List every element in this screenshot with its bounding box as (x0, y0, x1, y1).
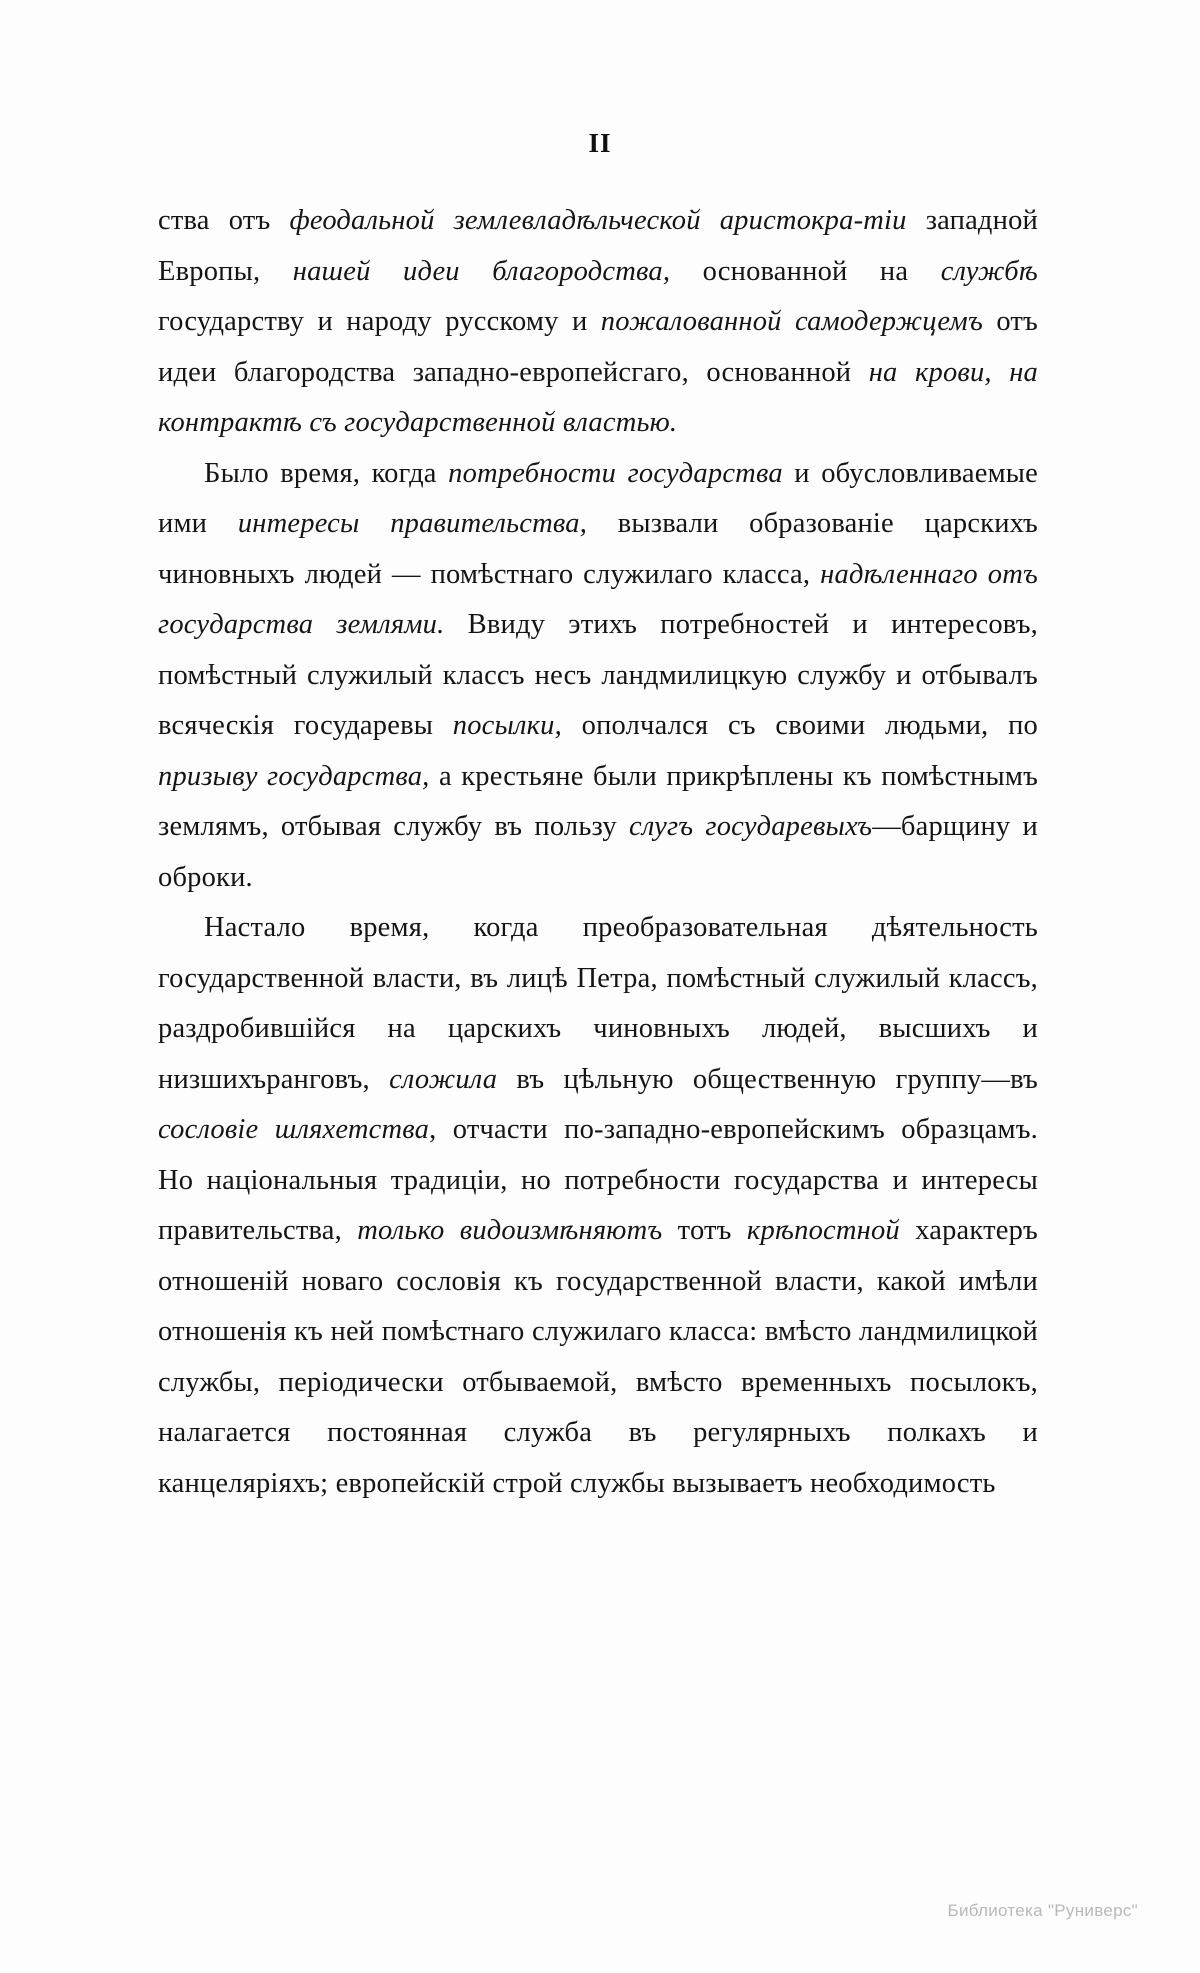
text-run: —барщину и оброки. (158, 811, 1038, 893)
emphasis-run: нашей идеи благородства, (292, 255, 671, 287)
emphasis-run: призыву государства, (158, 760, 430, 792)
emphasis-run: сложила (389, 1063, 498, 1095)
emphasis-run: пожалованной самодержцемъ (600, 306, 983, 337)
text-run: государству и народу русскому и (158, 306, 601, 337)
emphasis-run: интересы правительства, (237, 508, 588, 539)
text-run: , отчасти по-западно-европейскимъ образцамъ. Но національныя традиціи, но потребности государства и интересы правительства, (158, 1114, 1038, 1246)
paragraph (158, 903, 1038, 1509)
text-run: ополчался съ своими людьми, по (561, 710, 1038, 741)
paragraph (158, 449, 1038, 904)
text-run: основанной на (670, 255, 941, 287)
text-run: вызвали образованіе царскихъ чиновныхъ людей — помѣстнаго служилаго класса, (158, 508, 1038, 590)
text-run: въ цѣльную общественную группу—въ (497, 1063, 1038, 1095)
emphasis-run: крѣпостной (746, 1215, 900, 1246)
text-run: западной Европы, (158, 205, 1038, 287)
emphasis-run: на крови, на контрактѣ съ государственной властью. (158, 356, 1038, 438)
text-run: отъ идеи благородства западно-европейсгаго, основанной (158, 306, 1038, 388)
text-run: а крестьяне были прикрѣплены къ помѣстнымъ землямъ, отбывая службу въ пользу (158, 760, 1039, 842)
text-run: и обусловливаемые ими (158, 457, 1038, 539)
emphasis-run: сословіе шляхетства (158, 1114, 430, 1145)
text-run: характеръ отношеній новаго сословія къ государственной власти, какой имѣли отношенія къ ней помѣстнаго служилаго класса: вмѣсто ландмилицкой службы, періодически отбываемой, вмѣсто временныхъ посылокъ, налагается постоянная служба въ регулярныхъ полкахъ и канцеляріяхъ; европейскій строй службы вызываетъ необходимость (158, 1215, 1038, 1499)
emphasis-run: посылки, (452, 710, 562, 741)
emphasis-run: надѣленнаго отъ государства землями. (158, 558, 1038, 640)
text-run: ства отъ (158, 205, 290, 236)
emphasis-run: феодальной землевладѣльческой аристокра-тіи (289, 205, 907, 236)
emphasis-run: только видоизмѣняютъ (357, 1215, 663, 1246)
emphasis-run: слугъ государевыхъ (629, 811, 873, 842)
text-run: Ввиду этихъ потребностей и интересовъ, помѣстный служилый классъ несъ ландмилицкую службу и отбывалъ всяческія государевы (158, 609, 1038, 741)
page-number: II (588, 128, 612, 158)
body-text (158, 196, 1038, 1509)
text-run: Было время, когда (204, 457, 449, 489)
text-run: Настало время, когда преобразовательная дѣятельность государственной власти, въ лицѣ Петра, помѣстный служилый классъ, раздробившійся на царскихъ чиновныхъ людей, высшихъ и низшихъранговъ, (158, 912, 1038, 1095)
emphasis-run: службѣ (940, 255, 1039, 287)
text-run: тотъ (662, 1215, 747, 1246)
emphasis-run: потребности государства (448, 457, 783, 489)
library-watermark: Библиотека "Руниверс" (947, 1901, 1138, 1920)
paragraph (158, 196, 1038, 449)
